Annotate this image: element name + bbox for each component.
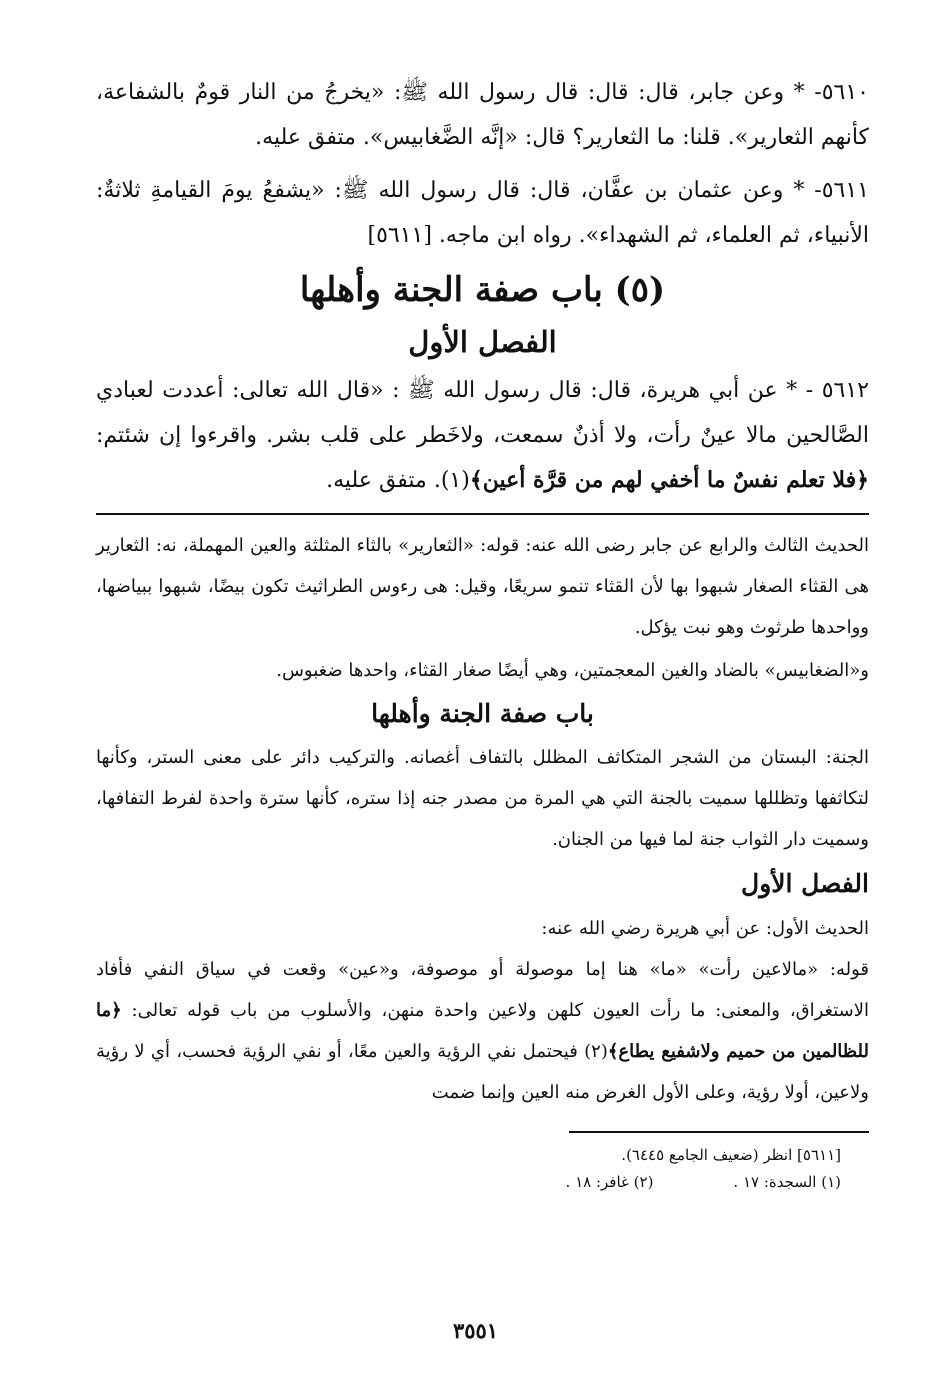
hadith-5611 [96,168,869,258]
commentary-chapter-heading: باب صفة الجنة وأهلها [371,699,594,728]
chapter-title: (٥) باب صفة الجنة وأهلها [299,270,666,310]
commentary-paragraph-5-b: (٢) فيحتمل نفي الرؤية والعين معًا، أو نفي الرؤية فحسب، أي لا رؤية ولاعين، أولا رؤية، وعلى الأول الغرض منه العين وإنما ضمت [96,1041,869,1103]
commentary-paragraph-1: الحديث الثالث والرابع عن جابر رضى الله عنه: قوله: «الثعارير» بالثاء المثلثة والعين المهملة، نه: الثعارير هى القثاء الصغار شبهوا بها لأن القثاء تنمو سريعًا، وقيل: هى رءوس الطراثيث تكون بيضًا، شبهوا ببياضها، وواحدها طرثوث وهو نبت يؤكل. [96,535,869,638]
footnote-2: (٢) غافر: ١٨ . [565,1173,654,1191]
page-number: ٣٥٥١ [452,1318,499,1343]
hadith-5612-text-a: ٥٦١٢ - * عن أبي هريرة، قال: قال رسول الله ﷺ : «قال الله تعالى: أعددت لعبادي الصَّالحين مالا عينٌ رأت، ولا أذنٌ سمعت، ولاخَطر على قلب بشر. واقرءوا إن شئتم: [96,378,869,448]
quran-quote-ghafir: ﴿ما للظالمين من حميم ولاشفيع يطاع﴾ [96,1000,869,1062]
commentary-section-heading: الفصل الأول [741,869,869,898]
hadith-5611-text: ٥٦١١- * وعن عثمان بن عفَّان، قال: قال رسول الله ﷺ: «يشفعُ يومَ القيامةِ ثلاثةٌ: الأنبياء، ثم العلماء، ثم الشهداء». رواه ابن ماجه. [٥٦١١] [96,178,869,248]
footnote-takhrij: [٥٦١١] انظر (ضعيف الجامع ٦٤٤٥). [621,1146,841,1164]
section-title: الفصل الأول [408,325,557,359]
commentary-paragraph-3: الجنة: البستان من الشجر المتكاثف المظلل بالتفاف أغصانه. والتركيب دائر على معنى الستر، وكأنها لتكاثفها وتظللها سميت بالجنة التي هي المرة من مصدر جنه إذا ستره، كأنها سترة واحدة لفرط التفافها، وسميت دار الثواب جنة لما فيها من الجنان. [96,747,869,850]
footnote-1: (١) السجدة: ١٧ . [733,1173,841,1191]
footnote-rule [569,1131,869,1133]
hadith-5610 [96,70,869,160]
quran-quote-sajda: ﴿فلا تعلم نفسٌ ما أخفي لهم من قرَّة أعين﴾ [469,467,869,493]
hadith-5610-text: ٥٦١٠- * وعن جابر، قال: قال: قال رسول الله ﷺ: «يخرجُ من النار قومٌ بالشفاعة، كأنهم الثعارير». قلنا: ما الثعارير؟ قال: «إنَّه الضَّغابيس». متفق عليه. [96,80,869,150]
footnote-row [96,1169,869,1195]
commentary-paragraph-4: الحديث الأول: عن أبي هريرة رضي الله عنه: [541,918,869,939]
commentary-paragraph-2: و«الضغابيس» بالضاد والغين المعجمتين، وهي أيضًا صغار القثاء، واحدها ضغبوس. [276,660,869,681]
hadith-5612-text-b: (١). متفق عليه. [326,468,470,493]
footnotes [96,1131,869,1195]
commentary-paragraph-5 [96,949,869,1113]
commentary-divider [96,513,869,515]
hadith-5612 [96,368,869,503]
commentary-paragraph-5-a: قوله: «مالاعين رأت» «ما» هنا إما موصولة أو موصوفة، و«عين» وقعت في سياق النفي فأفاد الاستغراق، والمعنى: ما رأت العيون كلهن ولاعين واحدة منهن، والأسلوب من باب قوله تعالى: [96,959,869,1021]
